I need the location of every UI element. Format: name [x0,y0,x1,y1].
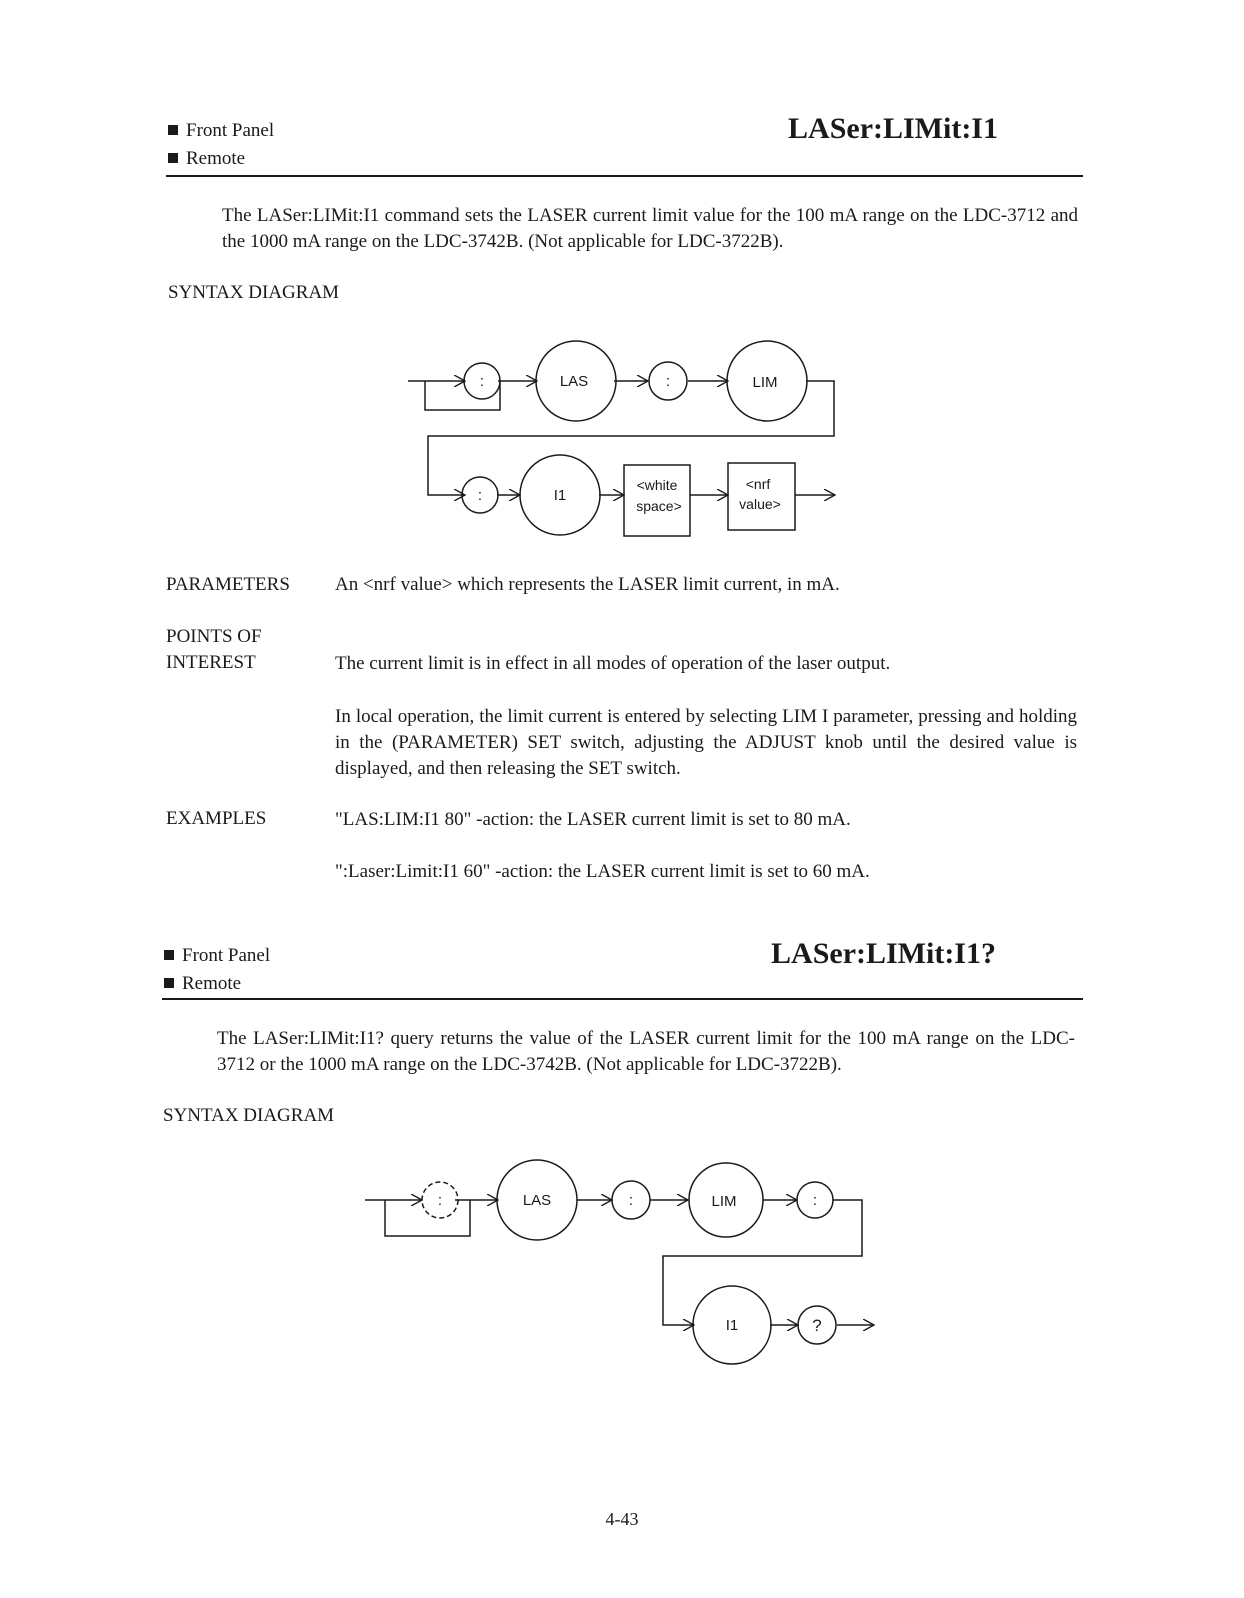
text-lim: LIM [711,1193,737,1210]
text-i1: I1 [725,1317,739,1334]
page-number: 4-43 [605,1509,639,1529]
tag-front-panel: Front Panel [164,942,270,970]
example-2: ":Laser:Limit:I1 60" -action: the LASER current limit is set to 60 mA. [335,861,870,882]
text-colon: : [479,373,485,390]
syntax-diagram-label: SYNTAX DIAGRAM [163,1105,335,1126]
example-1: "LAS:LIM:I1 80" -action: the LASER current limit is set to 80 mA. [335,809,851,830]
parameters-label: PARAMETERS [166,574,290,595]
text-white-space-1: <white [636,477,678,493]
text-nrf-2: value> [739,496,781,512]
bullet-square-icon [164,950,174,960]
text-nrf-1: <nrf [745,476,771,492]
text-colon: : [477,487,483,504]
poi-label-1: POINTS OF [166,626,262,647]
text-colon: : [665,373,671,390]
query-title: LASer:LIMit:I1? [771,937,996,970]
command-description: The LASer:LIMit:I1 command sets the LASER current limit value for the 100 mA range on the LDC-3712 and the 1000 mA range on the LDC-3742B. (Not applicable for LDC-3722B). [222,205,1078,252]
tag-remote: Remote [168,145,245,173]
text-i1: I1 [553,487,567,504]
poi-text-2: In local operation, the limit current is entered by selecting LIM I parameter, pressing and holding in the (PARAMETER) SET switch, adjusting the ADJUST knob until the desired value is displayed, and then releasing the SET switch. [335,706,1077,779]
poi-text-1: The current limit is in effect in all modes of operation of the laser output. [335,653,891,674]
text-question: ? [812,1316,822,1335]
poi-label-2: INTEREST [166,652,256,673]
header-rule [162,998,1083,1000]
tag-remote: Remote [164,970,241,998]
text-las: LAS [522,1192,552,1209]
bullet-square-icon [164,978,174,988]
query-description: The LASer:LIMit:I1? query returns the value of the LASER current limit for the 100 mA range on the LDC-3712 or the 1000 mA range on the LDC-3742B. (Not applicable for LDC-3722B). [217,1028,1075,1075]
text-las: LAS [559,373,589,390]
syntax-diagram-label: SYNTAX DIAGRAM [168,282,340,303]
text-colon: : [812,1192,818,1209]
text-white-space-2: space> [636,498,682,514]
text-colon: : [628,1192,634,1209]
tag-front-panel: Front Panel [168,117,274,145]
text-lim: LIM [752,374,778,391]
text-colon: : [437,1192,443,1209]
command-title: LASer:LIMit:I1 [788,112,998,145]
parameters-text: An <nrf value> which represents the LASER limit current, in mA. [335,574,840,595]
examples-label: EXAMPLES [166,808,267,829]
